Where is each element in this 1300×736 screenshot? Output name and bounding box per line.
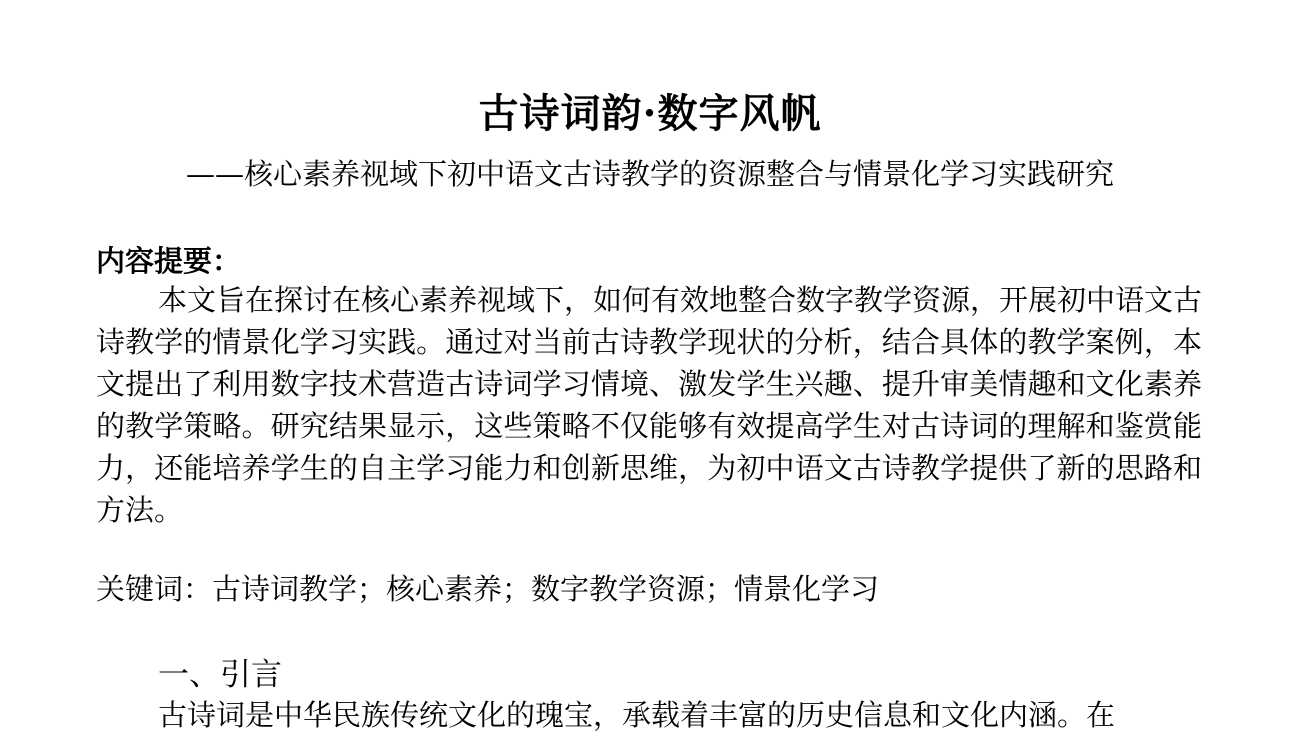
section-heading-introduction: 一、引言 (158, 657, 282, 693)
introduction-paragraph: 古诗词是中华民族传统文化的瑰宝，承载着丰富的历史信息和文化内涵。在 (158, 698, 1116, 732)
abstract-paragraph: 本文旨在探讨在核心素养视域下，如何有效地整合数字教学资源，开展初中语文古诗教学的情景化学习实践。通过对当前古诗教学现状的分析，结合具体的教学案例，本文提出了利用数字技术营造古诗词学习情境、激发学生兴趣、提升审美情趣和文化素养的教学策略。研究结果显示，这些策略不仅能够有效提高学生对古诗词的理解和鉴赏能力，还能培养学生的自主学习能力和创新思维，为初中语文古诗教学提供了新的思路和方法。 (96, 283, 1203, 527)
keywords-line: 关键词：古诗词教学；核心素养；数字教学资源；情景化学习 (96, 572, 880, 606)
document-subtitle: ——核心素养视域下初中语文古诗教学的资源整合与情景化学习实践研究 (185, 157, 1114, 191)
document-title: 古诗词韵·数字风帆 (478, 90, 822, 137)
abstract-label: 内容提要： (96, 244, 242, 278)
